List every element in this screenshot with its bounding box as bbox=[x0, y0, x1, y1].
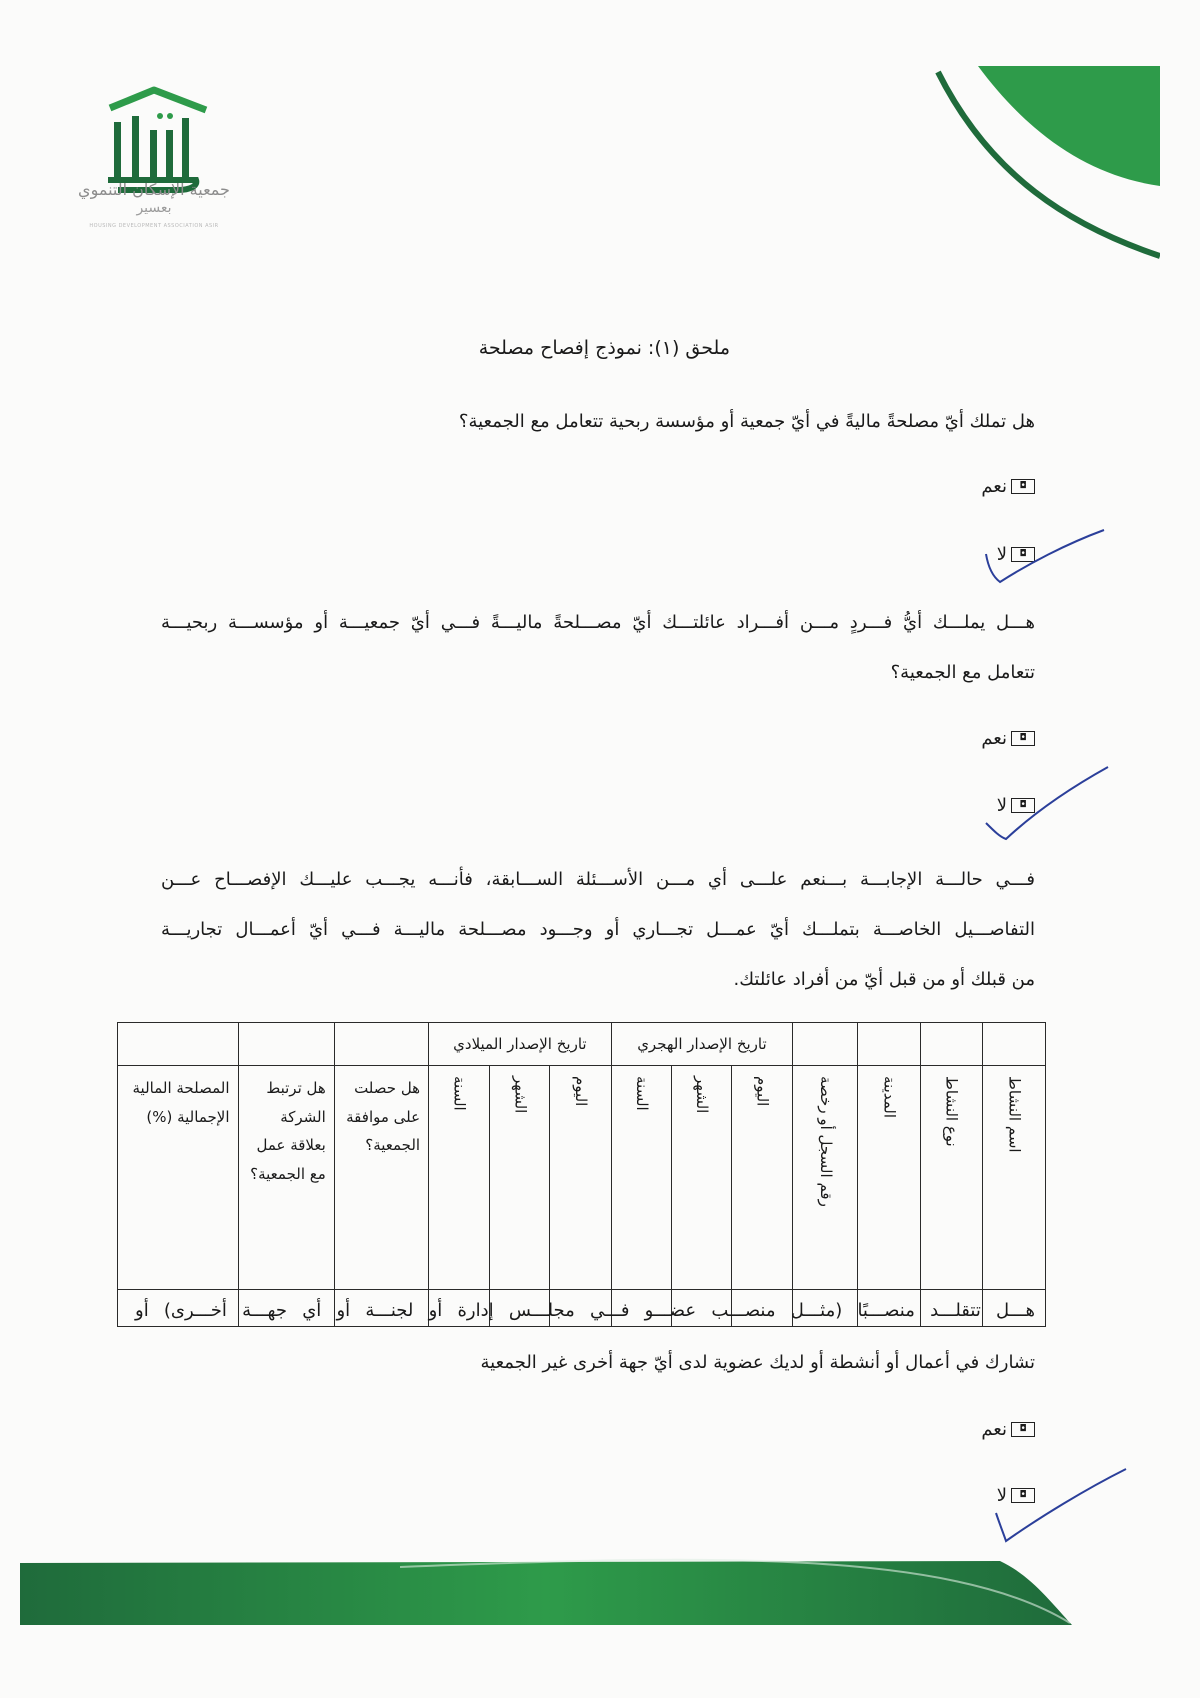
q1-yes-label: نعم bbox=[981, 476, 1007, 497]
q1-no-label: لا bbox=[996, 544, 1007, 565]
question-3-line-1: هـــل تتقلـــد منصـــبًا (مثـــل منصـــب عضـــو فـــي مجلـــس إدارة أو لجنـــة أو أي جهـــة أخـــرى) أو bbox=[135, 1300, 1035, 1321]
checkbox-icon[interactable]: ◘ bbox=[1011, 798, 1035, 813]
checkbox-icon[interactable]: ◘ bbox=[1011, 731, 1035, 746]
table-group-header-row bbox=[118, 1023, 1046, 1066]
q3-option-yes[interactable] bbox=[981, 1419, 1035, 1440]
checkbox-icon[interactable]: ◘ bbox=[1011, 547, 1035, 562]
q1-option-yes[interactable] bbox=[981, 476, 1035, 497]
header-hijri-day: اليوم bbox=[732, 1066, 793, 1290]
header-gregorian-day: اليوم bbox=[550, 1066, 611, 1290]
header-registry-number: رقم السجل أو رخصة bbox=[793, 1066, 858, 1290]
header-gregorian-year: السنة bbox=[429, 1066, 490, 1290]
checkmark-icon bbox=[980, 765, 1110, 845]
disclosure-line-3: من قبلك أو من قبل أيّ من أفراد عائلتك. bbox=[733, 969, 1035, 990]
disclosure-table bbox=[117, 1022, 1046, 1327]
header-business-relation: هل ترتبط الشركة بعلاقة عمل مع الجمعية؟ bbox=[238, 1066, 334, 1290]
header-gregorian-month: الشهر bbox=[490, 1066, 550, 1290]
disclosure-line-1: فـــي حالـــة الإجابـــة بـــنعم علـــى أي مـــن الأســـئلة الســـابقة، فأنـــه يجـــب عليـــك الإفصـــاح عـــن bbox=[161, 869, 1035, 890]
logo-org-name: جمعية الإسكان التنموي bbox=[78, 180, 230, 199]
question-3-line-2: تشارك في أعمال أو أنشطة أو لديك عضوية لدى أيّ جهة أخرى غير الجمعية bbox=[480, 1352, 1035, 1373]
table-header-row bbox=[118, 1066, 1046, 1290]
q3-no-label: لا bbox=[996, 1485, 1007, 1506]
checkbox-icon[interactable]: ◘ bbox=[1011, 1422, 1035, 1437]
question-2-line-2: تتعامل مع الجمعية؟ bbox=[890, 662, 1035, 683]
corner-swoosh-decoration bbox=[930, 66, 1160, 266]
header-approval: هل حصلت على موافقة الجمعية؟ bbox=[334, 1066, 428, 1290]
checkmark-icon bbox=[990, 1465, 1130, 1545]
checkbox-icon[interactable]: ◘ bbox=[1011, 1488, 1035, 1503]
header-activity-name: اسم النشاط bbox=[982, 1066, 1045, 1290]
header-gregorian-date: تاريخ الإصدار الميلادي bbox=[429, 1023, 612, 1066]
logo-english-name: HOUSING DEVELOPMENT ASSOCIATION ASIR bbox=[89, 223, 219, 229]
header-hijri-date: تاريخ الإصدار الهجري bbox=[611, 1023, 793, 1066]
page-title: ملحق (١): نموذج إفصاح مصلحة bbox=[478, 337, 730, 359]
q2-no-label: لا bbox=[996, 795, 1007, 816]
q2-option-yes[interactable] bbox=[981, 728, 1035, 749]
checkbox-icon[interactable]: ◘ bbox=[1011, 479, 1035, 494]
question-1: هل تملك أيّ مصلحةً ماليةً في أيّ جمعية أو مؤسسة ربحية تتعامل مع الجمعية؟ bbox=[458, 411, 1035, 432]
header-hijri-year: السنة bbox=[611, 1066, 671, 1290]
q2-yes-label: نعم bbox=[981, 728, 1007, 749]
header-financial-interest: المصلحة المالية الإجمالية (%) bbox=[118, 1066, 239, 1290]
logo-org-region: بعسير bbox=[136, 200, 172, 216]
header-city: المدينة bbox=[858, 1066, 920, 1290]
header-activity-type: نوع النشاط bbox=[920, 1066, 982, 1290]
q3-yes-label: نعم bbox=[981, 1419, 1007, 1440]
question-2-line-1: هـــل يملـــك أيُّ فـــردٍ مـــن أفـــراد عائلتـــك أيّ مصـــلحةً ماليـــةً فـــي أيّ جمعيـــة أو مؤسســـة ربحيـــة bbox=[161, 612, 1035, 633]
footer-green-band bbox=[0, 1545, 1200, 1635]
checkmark-icon bbox=[978, 528, 1108, 588]
disclosure-line-2: التفاصـــيل الخاصـــة بتملـــك أيّ عمـــل تجـــاري أو وجـــود مصـــلحة ماليـــة فـــي أيّ أعمـــال تجاريـــة bbox=[161, 919, 1035, 940]
header-hijri-month: الشهر bbox=[671, 1066, 731, 1290]
